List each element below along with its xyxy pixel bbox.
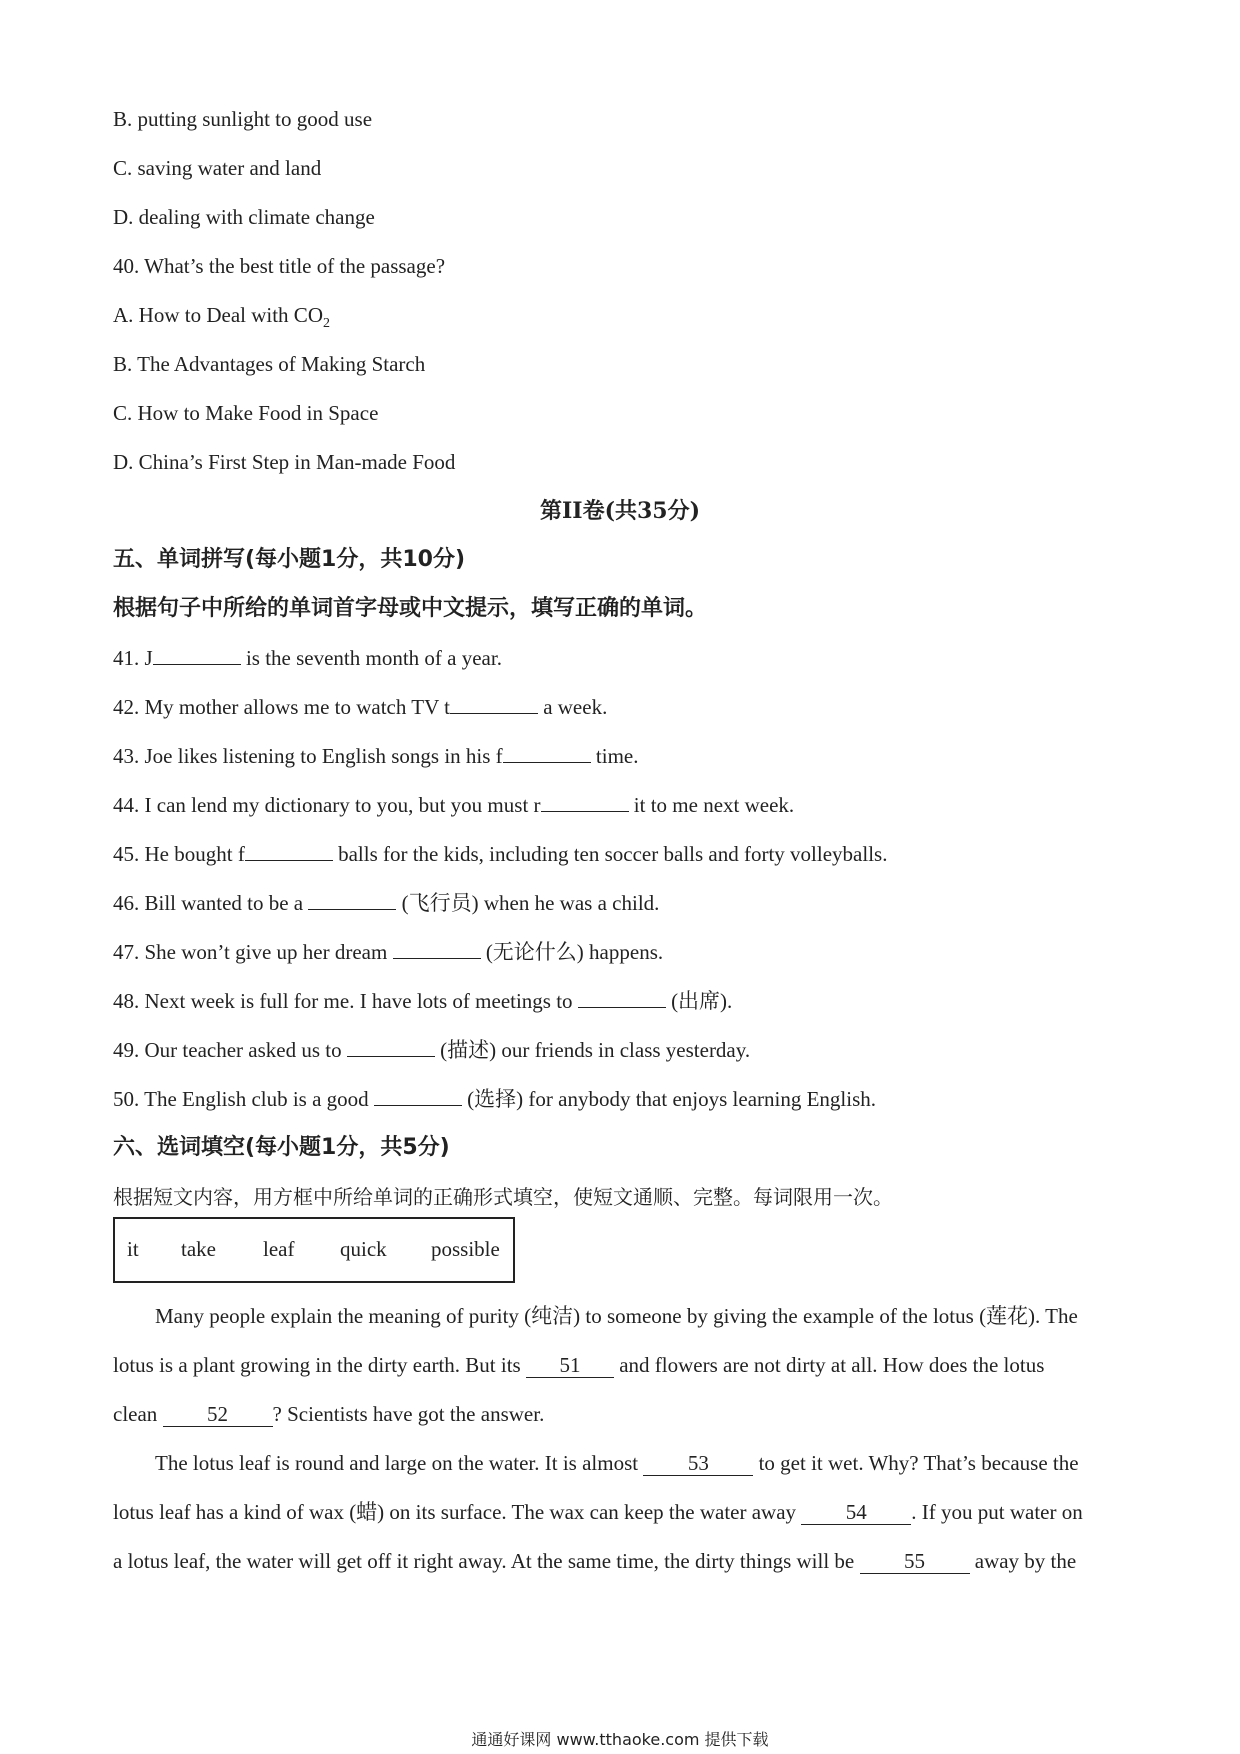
item-text: it to me next week. <box>628 793 795 817</box>
item-text: a week. <box>537 695 608 719</box>
section5-instruction: 根据句子中所给的单词首字母或中文提示，填写正确的单词。 <box>113 596 708 621</box>
answer-blank[interactable] <box>347 1036 435 1057</box>
spelling-item-43 <box>113 741 639 771</box>
passage-text: ? Scientists have got the answer. <box>272 1402 545 1426</box>
q40-option-a-subscript: 2 <box>322 316 330 332</box>
spelling-item-44 <box>113 790 794 820</box>
blank-52[interactable]: 52 <box>163 1402 273 1427</box>
item-text: 49. Our teacher asked us to <box>113 1038 347 1062</box>
word-bank-item: quick <box>340 1237 387 1261</box>
item-text: 44. I can lend my dictionary to you, but you must r <box>113 793 541 817</box>
item-text: is the seventh month of a year. <box>240 646 502 670</box>
spelling-item-49 <box>113 1035 750 1065</box>
answer-blank[interactable] <box>578 987 666 1008</box>
item-text: 46. Bill wanted to be a <box>113 891 309 915</box>
blank-53[interactable]: 53 <box>643 1451 753 1476</box>
blank-51[interactable]: 51 <box>526 1353 614 1378</box>
item-text: 42. My mother allows me to watch TV t <box>113 695 450 719</box>
item-text: 47. She won’t give up her dream <box>113 940 393 964</box>
spelling-item-50 <box>113 1084 876 1114</box>
word-bank-box <box>113 1217 515 1283</box>
section5-title: 五、单词拼写(每小题1分，共10分) <box>113 547 466 572</box>
answer-blank[interactable] <box>153 644 241 665</box>
passage-line <box>113 1350 1044 1380</box>
blank-55[interactable]: 55 <box>860 1549 970 1574</box>
q40-option-d: D. China’s First Step in Man-made Food <box>113 450 456 474</box>
item-text: (描述) our friends in class yesterday. <box>434 1038 751 1062</box>
word-bank-item: possible <box>431 1237 500 1261</box>
passage-text: to get it wet. Why? That’s because the <box>753 1451 1079 1475</box>
spelling-item-45 <box>113 839 887 869</box>
item-text: 50. The English club is a good <box>113 1087 374 1111</box>
answer-blank[interactable] <box>308 889 396 910</box>
passage-text: lotus is a plant growing in the dirty earth. But its <box>113 1353 526 1377</box>
answer-blank[interactable] <box>245 840 333 861</box>
item-text: 41. J <box>113 646 153 670</box>
passage-text: a lotus leaf, the water will get off it right away. At the same time, the dirty things will be <box>113 1549 860 1573</box>
q40-option-a <box>113 300 330 339</box>
passage-text: clean <box>113 1402 163 1426</box>
blank-54[interactable]: 54 <box>801 1500 911 1525</box>
q40-stem: 40. What’s the best title of the passage? <box>113 254 446 278</box>
answer-blank[interactable] <box>541 791 629 812</box>
spelling-item-48 <box>113 986 732 1016</box>
passage-line <box>113 1399 544 1429</box>
passage-line <box>155 1448 1079 1478</box>
spelling-item-41 <box>113 643 502 673</box>
answer-blank[interactable] <box>450 693 538 714</box>
item-text: (无论什么) happens. <box>480 940 664 964</box>
item-text: 43. Joe likes listening to English songs in his f <box>113 744 503 768</box>
item-text: balls for the kids, including ten soccer balls and forty volleyballs. <box>332 842 888 866</box>
spelling-item-46 <box>113 888 659 918</box>
passage-line: Many people explain the meaning of purity (纯洁) to someone by giving the example of the lotus (莲花). The <box>155 1304 1078 1328</box>
spelling-item-47 <box>113 937 663 967</box>
passage-text: . If you put water on <box>911 1500 1083 1524</box>
answer-blank[interactable] <box>503 742 591 763</box>
item-text: (飞行员) when he was a child. <box>396 891 660 915</box>
item-text: (选择) for anybody that enjoys learning English. <box>461 1087 877 1111</box>
passage-text: away by the <box>969 1549 1077 1573</box>
passage-text: lotus leaf has a kind of wax (蜡) on its surface. The wax can keep the water away <box>113 1500 802 1524</box>
answer-blank[interactable] <box>393 938 481 959</box>
q39-option-b: B. putting sunlight to good use <box>113 107 373 131</box>
word-bank-item: it <box>127 1237 139 1261</box>
q40-option-a-text: A. How to Deal with CO <box>113 303 323 327</box>
item-text: 48. Next week is full for me. I have lots of meetings to <box>113 989 578 1013</box>
passage-text: and flowers are not dirty at all. How does the lotus <box>613 1353 1045 1377</box>
item-text: time. <box>590 744 639 768</box>
q39-option-c: C. saving water and land <box>113 156 322 180</box>
item-text: (出席). <box>665 989 733 1013</box>
section6-title: 六、选词填空(每小题1分，共5分) <box>113 1135 450 1160</box>
passage-line <box>113 1546 1076 1576</box>
footer-watermark: 通通好课网 www.tthaoke.com 提供下载 <box>471 1730 769 1749</box>
q40-option-c: C. How to Make Food in Space <box>113 401 379 425</box>
part2-title: 第II卷(共35分) <box>539 498 701 524</box>
word-bank-item: take <box>181 1237 216 1261</box>
word-bank-item: leaf <box>263 1237 295 1261</box>
passage-text: The lotus leaf is round and large on the water. It is almost <box>155 1451 644 1475</box>
passage-line <box>113 1497 1083 1527</box>
section6-instruction: 根据短文内容，用方框中所给单词的正确形式填空，使短文通顺、完整。每词限用一次。 <box>113 1185 893 1209</box>
q39-option-d: D. dealing with climate change <box>113 205 375 229</box>
q40-option-b: B. The Advantages of Making Starch <box>113 352 426 376</box>
spelling-item-42 <box>113 692 607 722</box>
answer-blank[interactable] <box>374 1085 462 1106</box>
item-text: 45. He bought f <box>113 842 245 866</box>
